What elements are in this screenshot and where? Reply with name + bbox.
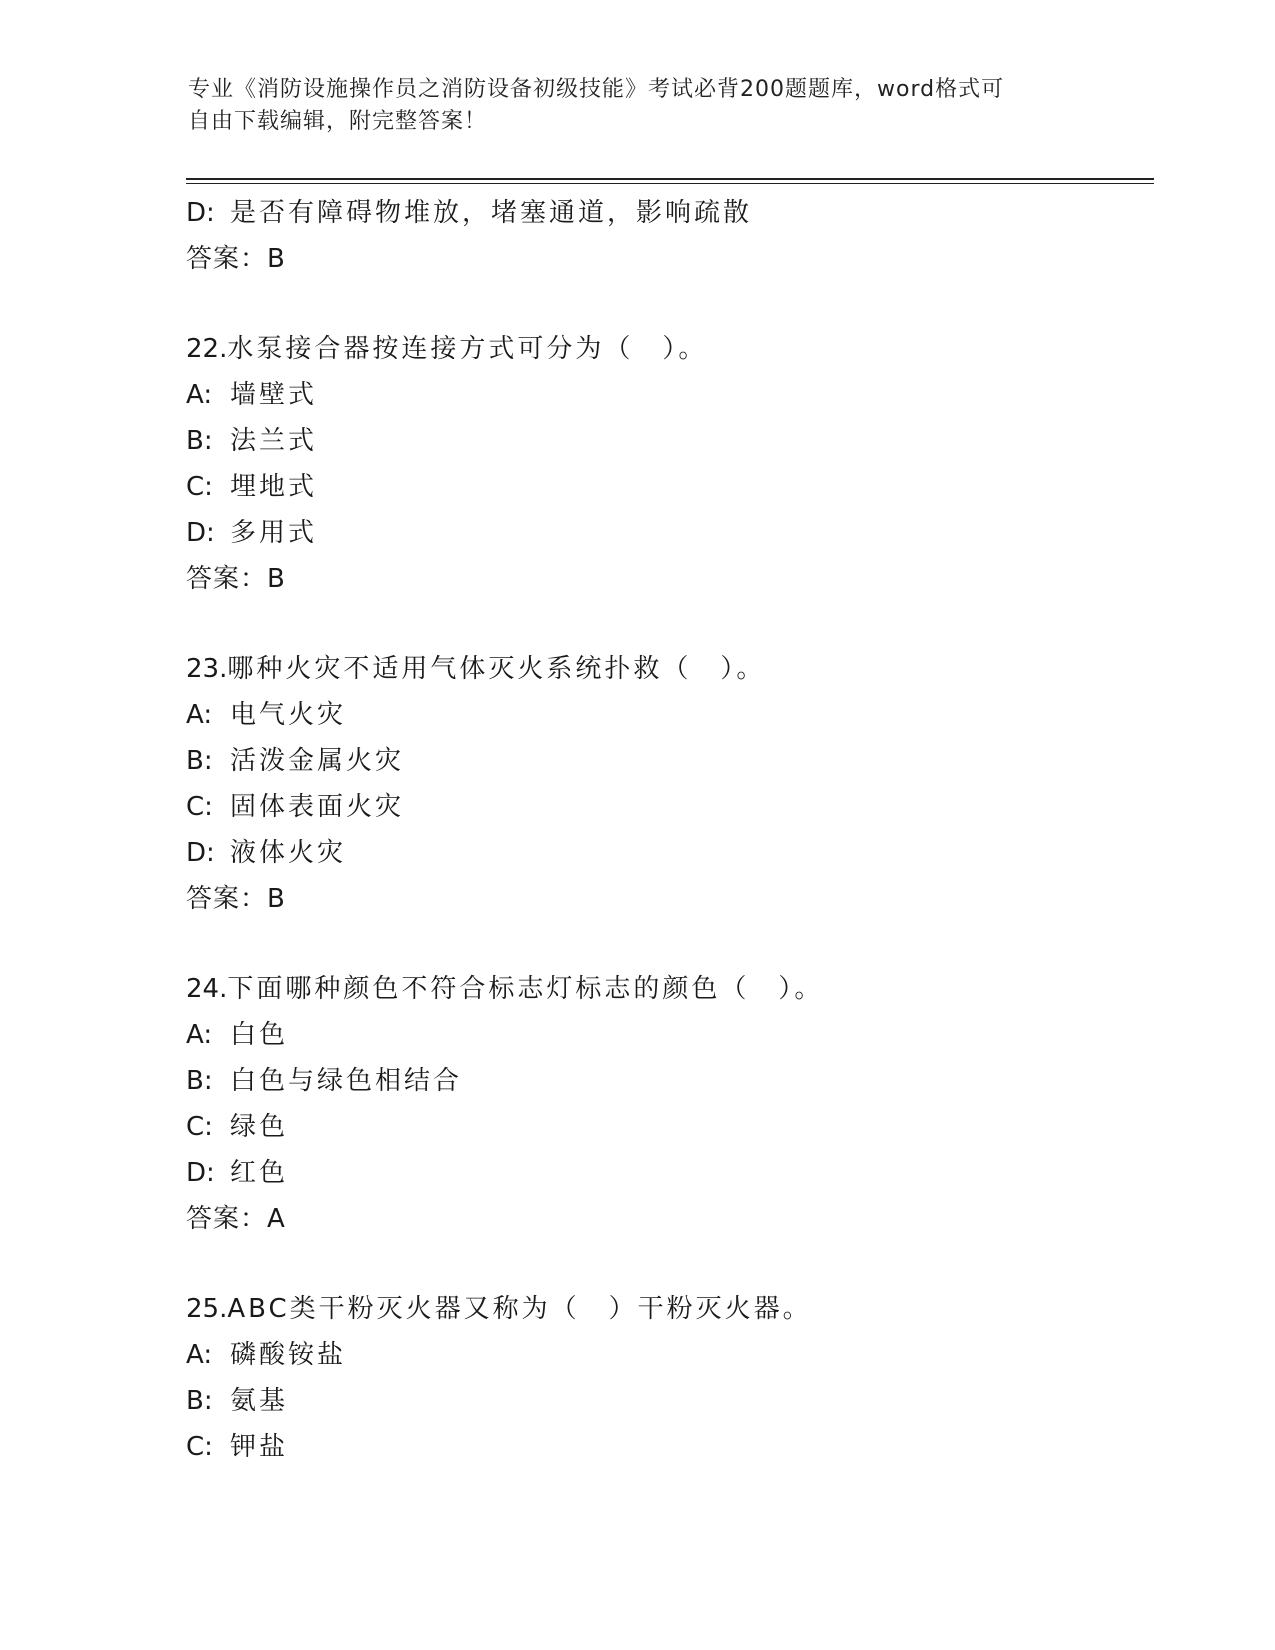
option-a: [186, 1332, 1146, 1378]
option-b: [186, 418, 1146, 464]
option-a: [186, 692, 1146, 738]
option-d: [186, 830, 1146, 876]
option-c: [186, 1424, 1146, 1470]
option-text: 液体火灾: [230, 838, 347, 868]
option-letter: A:: [186, 1340, 213, 1370]
option-text: 墙壁式: [230, 380, 318, 410]
question-list: [186, 190, 1146, 1470]
option-text: 红色: [230, 1158, 289, 1188]
option-text: 氨基: [230, 1386, 289, 1416]
option-letter: C:: [186, 1432, 213, 1462]
option-text: 活泼金属火灾: [230, 746, 405, 776]
header-divider-thin: [186, 183, 1154, 184]
question-number: 25.: [186, 1294, 228, 1324]
header-line-2: 自由下载编辑，附完整答案！: [188, 109, 488, 134]
option-letter: D:: [186, 838, 215, 868]
option-text: 法兰式: [230, 426, 318, 456]
header-line-1: 专业《消防设施操作员之消防设备初级技能》考试必背200题题库，word格式可: [188, 77, 1005, 102]
option-letter: D:: [186, 1158, 215, 1188]
option-letter: B:: [186, 426, 213, 456]
option-c: [186, 1104, 1146, 1150]
option-a: [186, 1012, 1146, 1058]
option-letter: B:: [186, 1386, 213, 1416]
option-letter: A:: [186, 380, 213, 410]
option-letter: A:: [186, 700, 213, 730]
option-text: 固体表面火灾: [230, 792, 405, 822]
option-text: 多用式: [230, 518, 318, 548]
option-c: [186, 784, 1146, 830]
option-letter: A:: [186, 1020, 213, 1050]
option-text: 钾盐: [230, 1432, 289, 1462]
option-letter: D:: [186, 198, 215, 228]
question-number: 23.: [186, 654, 228, 684]
option-text: 是否有障碍物堆放，堵塞通道，影响疏散: [230, 198, 753, 228]
option-letter: B:: [186, 746, 213, 776]
option-c: [186, 464, 1146, 510]
option-d: [186, 190, 1146, 236]
option-d: [186, 510, 1146, 556]
option-letter: D:: [186, 518, 215, 548]
option-d: [186, 1150, 1146, 1196]
option-text: 白色: [230, 1020, 289, 1050]
option-b: [186, 1378, 1146, 1424]
question-22: [186, 326, 1146, 372]
question-text: 下面哪种颜色不符合标志灯标志的颜色（ ）。: [227, 974, 824, 1004]
option-letter: C:: [186, 1112, 213, 1142]
question-number: 22.: [186, 334, 228, 364]
answer-line: 答案：A: [186, 1204, 286, 1234]
option-text: 埋地式: [230, 472, 318, 502]
question-number: 24.: [186, 974, 228, 1004]
document-header: [188, 74, 1088, 138]
answer-line: 答案：B: [186, 884, 286, 914]
question-text: 水泵接合器按连接方式可分为（ ）。: [227, 334, 708, 364]
option-letter: B:: [186, 1066, 213, 1096]
header-divider-thick: [186, 178, 1154, 180]
question-text: ABC类干粉灭火器又称为（ ）干粉灭火器。: [227, 1294, 812, 1324]
option-a: [186, 372, 1146, 418]
option-letter: C:: [186, 792, 213, 822]
question-text: 哪种火灾不适用气体灭火系统扑救（ ）。: [227, 654, 766, 684]
question-24: [186, 966, 1146, 1012]
option-text: 电气火灾: [230, 700, 347, 730]
option-text: 绿色: [230, 1112, 289, 1142]
option-letter: C:: [186, 472, 213, 502]
answer-line: 答案：B: [186, 564, 286, 594]
option-text: 磷酸铵盐: [230, 1340, 347, 1370]
question-25: [186, 1286, 1146, 1332]
option-b: [186, 738, 1146, 784]
option-text: 白色与绿色相结合: [230, 1066, 463, 1096]
question-23: [186, 646, 1146, 692]
option-b: [186, 1058, 1146, 1104]
answer-line: 答案：B: [186, 244, 286, 274]
